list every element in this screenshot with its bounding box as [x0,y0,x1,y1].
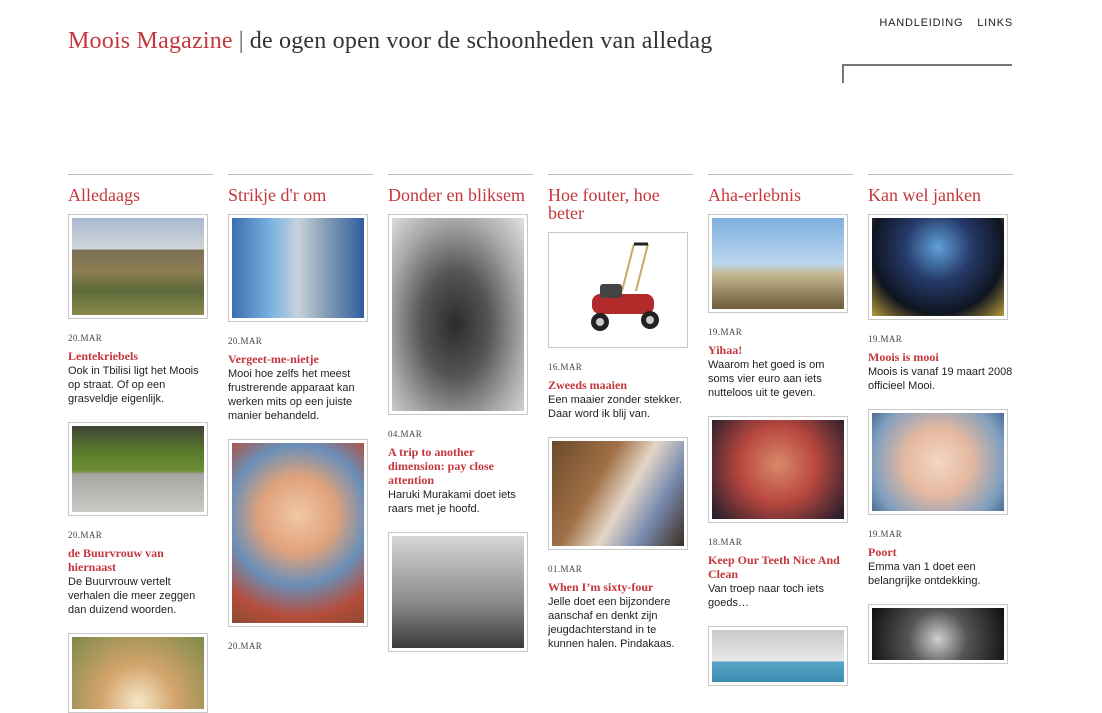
category-title[interactable]: Hoe fouter, hoe beter [548,185,660,223]
title-separator: | [238,28,244,54]
post-thumbnail[interactable] [228,439,368,627]
post-date: 16.MAR [548,362,583,372]
post-thumbnail[interactable] [708,214,848,313]
post-date: 20.MAR [228,336,263,346]
ultrasound-photo [872,608,1004,660]
category-column-kan-wel-janken [868,174,1013,664]
boy-in-cap-photo [232,443,364,623]
post-thumbnail[interactable] [868,409,1008,515]
post-thumbnail[interactable] [68,214,208,319]
post-title-link[interactable]: Lentekriebels [68,349,138,363]
category-column-aha-erlebnis [708,174,853,686]
category-title[interactable]: Alledaags [68,185,140,205]
site-name[interactable]: Moois Magazine [68,28,233,54]
post-date: 19.MAR [868,529,903,539]
site-tagline: de ogen open voor de schoonheden van alledag [249,28,713,54]
post-title-link[interactable]: Vergeet-me-nietje [228,352,319,366]
nav-link-links[interactable]: LINKS [977,17,1013,29]
haruki-murakami-photo [392,218,524,411]
post-thumbnail[interactable] [68,422,208,516]
category-column-hoe-fouter [548,174,693,667]
post-title-link[interactable]: A trip to another dimension: pay close attention [388,445,495,487]
post-title-link[interactable]: Zweeds maaien [548,378,627,392]
nav-link-handleiding[interactable]: HANDLEIDING [879,17,964,29]
post-excerpt: Emma van 1 doet een belangrijke ontdekking. [868,561,981,587]
post-excerpt: Mooi hoe zelfs het meest frustrerende apparaat kan werken mits op een juiste manier behandeld. [228,368,355,422]
post-thumbnail[interactable] [708,626,848,686]
post-date: 01.MAR [548,564,583,574]
post-date: 18.MAR [708,537,743,547]
post-thumbnail[interactable] [548,437,688,550]
post-date: 20.MAR [228,641,263,651]
post-thumbnail[interactable] [228,214,368,322]
category-title[interactable]: Donder en bliksem [388,185,525,205]
post-excerpt: Moois is vanaf 19 maart 2008 officieel Mooi. [868,366,1013,392]
beach-jumpers-photo [712,218,844,309]
post-title-link[interactable]: Moois is mooi [868,350,939,364]
post-date: 20.MAR [68,333,103,343]
blue-object-photo [712,630,844,682]
post-excerpt: Waarom het goed is om soms vier euro aan iets nutteloos uit te geven. [708,359,825,399]
post-excerpt: Een maaier zonder stekker. Daar word ik blij van. [548,394,682,420]
post-title-link[interactable]: Yihaa! [708,343,743,357]
baby-photo [872,413,1004,511]
top-navigation [869,17,1013,29]
post-thumbnail[interactable] [548,232,688,348]
post-title-link[interactable]: Keep Our Teeth Nice And Clean [708,553,840,581]
award-stage-photo [872,218,1004,316]
post-date: 20.MAR [68,530,103,540]
post-excerpt: De Buurvrouw vertelt verhalen die meer zeggen dan duizend woorden. [68,576,196,616]
category-title[interactable]: Strikje d'r om [228,185,327,205]
three-kids-photo [712,420,844,519]
street-bw-photo [392,536,524,648]
post-thumbnail[interactable] [708,416,848,523]
post-date: 04.MAR [388,429,423,439]
post-thumbnail[interactable] [388,214,528,415]
portrait-photo [72,637,204,709]
post-date: 19.MAR [868,334,903,344]
staples-skyline-photo [232,218,364,318]
site-title[interactable] [68,28,712,55]
category-title[interactable]: Kan wel janken [868,185,981,205]
post-thumbnail[interactable] [868,604,1008,664]
post-title-link[interactable]: Poort [868,545,897,559]
post-date: 19.MAR [708,327,743,337]
category-column-donder-en-bliksem [388,174,533,652]
tbilisi-picnic-photo [72,218,204,315]
post-thumbnail[interactable] [868,214,1008,320]
post-excerpt: Van troep naar toch iets goeds… [708,583,824,609]
post-thumbnail[interactable] [68,633,208,713]
hedge-and-wall-photo [72,426,204,512]
man-gaming-photo [552,441,684,546]
post-excerpt: Ook in Tbilisi ligt het Moois op straat. Of op een grasveldje eigenlijk. [68,365,199,405]
post-excerpt: Jelle doet een bijzondere aanschaf en denkt zijn jeugdachterstand in te kunnen halen. Pindakaas. [548,596,675,650]
lawn-mower-photo [552,236,684,344]
post-thumbnail[interactable] [388,532,528,652]
category-title[interactable]: Aha-erlebnis [708,185,801,205]
post-title-link[interactable]: de Buurvrouw van hiernaast [68,546,164,574]
search-input[interactable] [842,64,1012,83]
post-title-link[interactable]: When I’m sixty-four [548,580,654,594]
post-excerpt: Haruki Murakami doet iets raars met je hoofd. [388,489,516,515]
category-column-strikje [228,174,373,651]
category-column-alledaags [68,174,213,713]
